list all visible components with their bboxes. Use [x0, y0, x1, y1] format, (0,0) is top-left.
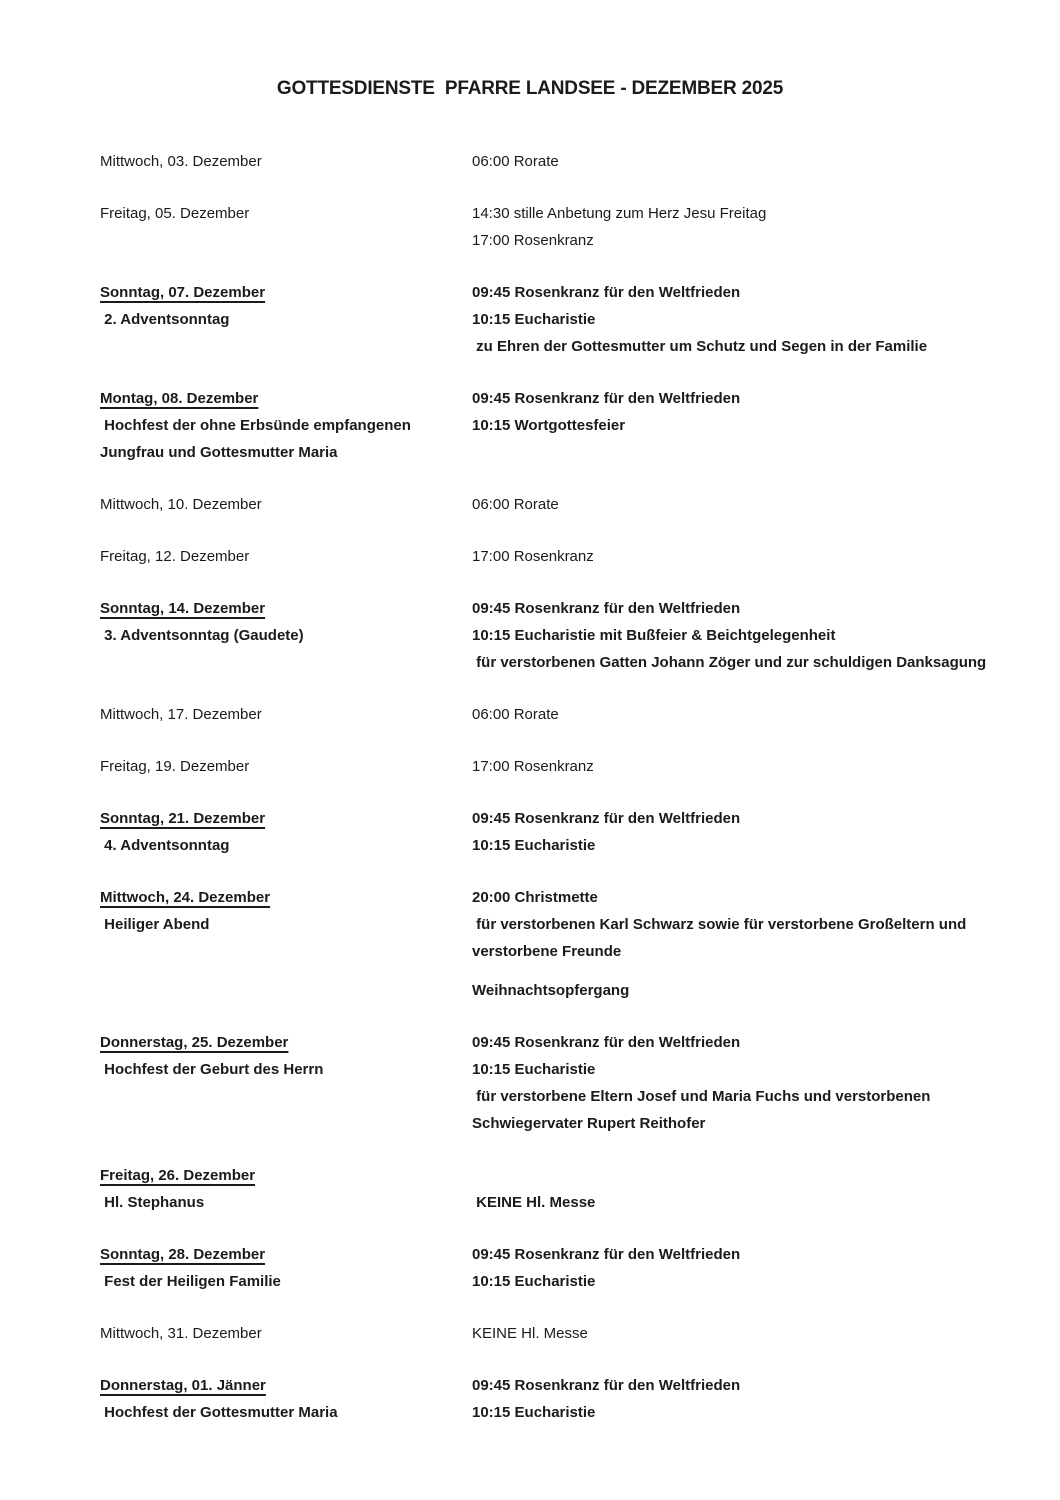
entry-date: Montag, 08. Dezember — [100, 390, 259, 407]
entry-date: Donnerstag, 01. Jänner — [100, 1377, 266, 1394]
entry-left-text: Heiliger Abend — [100, 916, 210, 933]
schedule-entry — [100, 200, 1060, 254]
entry-right-text: 10:15 Eucharistie — [472, 1404, 596, 1421]
page-title: GOTTESDIENSTE PFARRE LANDSEE - DEZEMBER 2025 — [276, 78, 784, 99]
entry-left-text — [100, 977, 472, 1004]
entry-right-text: zu Ehren der Gottesmutter um Schutz und Segen in der Familie — [472, 338, 928, 355]
entry-left-text: 2. Adventsonntag — [100, 311, 230, 328]
schedule-entry — [100, 1372, 1060, 1426]
schedule-entry — [100, 805, 1060, 859]
schedule-entry — [100, 1241, 1060, 1295]
entry-right-text: 09:45 Rosenkranz für den Weltfrieden — [472, 390, 741, 407]
entry-date: Mittwoch, 31. Dezember — [100, 1325, 262, 1342]
schedule-line — [100, 1029, 1060, 1056]
schedule-line — [100, 333, 1060, 360]
entry-right-text: KEINE Hl. Messe — [472, 1194, 596, 1211]
entry-date: Freitag, 12. Dezember — [100, 548, 250, 565]
schedule-entry — [100, 884, 1060, 1004]
entry-right-text: 10:15 Eucharistie — [472, 1061, 596, 1078]
schedule-line — [100, 1241, 1060, 1268]
schedule-entry — [100, 148, 1060, 175]
entry-date: Sonntag, 21. Dezember — [100, 810, 266, 827]
entry-right-text: 09:45 Rosenkranz für den Weltfrieden — [472, 1246, 741, 1263]
entry-left-text: Hochfest der Gottesmutter Maria — [100, 1404, 338, 1421]
entry-right-text: 09:45 Rosenkranz für den Weltfrieden — [472, 600, 741, 617]
entry-right-text: 09:45 Rosenkranz für den Weltfrieden — [472, 284, 741, 301]
schedule-line — [100, 1320, 1060, 1347]
schedule-line — [100, 491, 1060, 518]
entry-date: Mittwoch, 10. Dezember — [100, 496, 262, 513]
schedule-line — [100, 412, 1060, 439]
entry-left-text: 3. Adventsonntag (Gaudete) — [100, 627, 304, 644]
entry-left-text: Hl. Stephanus — [100, 1194, 205, 1211]
schedule-entry — [100, 385, 1060, 466]
entry-right-text: 10:15 Eucharistie — [472, 837, 596, 854]
entry-left-text — [100, 938, 472, 965]
entry-date: Freitag, 26. Dezember — [100, 1167, 256, 1184]
schedule-line — [100, 279, 1060, 306]
entry-right-text: 06:00 Rorate — [472, 153, 559, 170]
schedule-line — [100, 200, 1060, 227]
schedule-entry — [100, 1162, 1060, 1216]
entry-right-text: 20:00 Christmette — [472, 889, 598, 906]
entry-date: Freitag, 05. Dezember — [100, 205, 250, 222]
entry-right-text: 17:00 Rosenkranz — [472, 232, 594, 249]
entry-right-text: Weihnachtsopfergang — [472, 982, 630, 999]
entry-right-text: 17:00 Rosenkranz — [472, 548, 594, 565]
entry-right-text: für verstorbene Eltern Josef und Maria Fuchs und verstorbenen — [472, 1088, 931, 1105]
schedule-line — [100, 1399, 1060, 1426]
entry-left-text: 4. Adventsonntag — [100, 837, 230, 854]
schedule-line — [100, 832, 1060, 859]
entry-date: Mittwoch, 24. Dezember — [100, 889, 271, 906]
entry-right-text: für verstorbenen Karl Schwarz sowie für verstorbene Großeltern und — [472, 916, 967, 933]
entry-date: Sonntag, 28. Dezember — [100, 1246, 266, 1263]
entry-right-text: 09:45 Rosenkranz für den Weltfrieden — [472, 1377, 741, 1394]
schedule-line — [100, 148, 1060, 175]
schedule-entry — [100, 1029, 1060, 1137]
entry-right-text: 09:45 Rosenkranz für den Weltfrieden — [472, 1034, 741, 1051]
schedule-line — [100, 622, 1060, 649]
schedule-entry — [100, 753, 1060, 780]
entry-date: Sonntag, 07. Dezember — [100, 284, 266, 301]
schedule-line — [100, 753, 1060, 780]
entry-right-text: 06:00 Rorate — [472, 496, 559, 513]
schedule-entry — [100, 1320, 1060, 1347]
entry-right-text: 10:15 Eucharistie — [472, 1273, 596, 1290]
schedule-line — [100, 977, 1060, 1004]
schedule-line — [100, 439, 1060, 466]
schedule-line — [100, 1056, 1060, 1083]
entry-left-text — [100, 333, 472, 360]
entry-right-text — [472, 439, 1060, 466]
entry-right-text: 10:15 Eucharistie mit Bußfeier & Beichtgelegenheit — [472, 627, 836, 644]
entry-date: Mittwoch, 17. Dezember — [100, 706, 262, 723]
entry-date: Sonntag, 14. Dezember — [100, 600, 266, 617]
schedule-line — [100, 595, 1060, 622]
schedule-line — [100, 1083, 1060, 1110]
schedule-line — [100, 884, 1060, 911]
schedule — [100, 148, 1060, 1426]
schedule-line — [100, 701, 1060, 728]
schedule-line — [100, 543, 1060, 570]
entry-right-text: 10:15 Eucharistie — [472, 311, 596, 328]
entry-left-text: Hochfest der Geburt des Herrn — [100, 1061, 324, 1078]
entry-right-text: 10:15 Wortgottesfeier — [472, 417, 626, 434]
schedule-line — [100, 306, 1060, 333]
schedule-entry — [100, 491, 1060, 518]
schedule-line — [100, 911, 1060, 938]
schedule-line — [100, 1268, 1060, 1295]
entry-left-text — [100, 1083, 472, 1110]
entry-right-text: verstorbene Freunde — [472, 943, 622, 960]
entry-right-text: 06:00 Rorate — [472, 706, 559, 723]
entry-right-text: KEINE Hl. Messe — [472, 1325, 588, 1342]
schedule-entry — [100, 701, 1060, 728]
entry-date: Freitag, 19. Dezember — [100, 758, 250, 775]
entry-left-text — [100, 1110, 472, 1137]
entry-left-text — [100, 227, 472, 254]
schedule-line — [100, 938, 1060, 965]
entry-left-text: Jungfrau und Gottesmutter Maria — [100, 444, 338, 461]
schedule-entry — [100, 543, 1060, 570]
entry-right-text — [472, 1162, 1060, 1189]
entry-left-text: Hochfest der ohne Erbsünde empfangenen — [100, 417, 411, 434]
schedule-line — [100, 1162, 1060, 1189]
entry-right-text: 17:00 Rosenkranz — [472, 758, 594, 775]
schedule-entry — [100, 279, 1060, 360]
entry-date: Mittwoch, 03. Dezember — [100, 153, 262, 170]
entry-right-text: Schwiegervater Rupert Reithofer — [472, 1115, 706, 1132]
entry-right-text: für verstorbenen Gatten Johann Zöger und zur schuldigen Danksagung — [472, 654, 987, 671]
schedule-line — [100, 385, 1060, 412]
entry-date: Donnerstag, 25. Dezember — [100, 1034, 289, 1051]
schedule-line — [100, 227, 1060, 254]
schedule-entry — [100, 595, 1060, 676]
entry-right-text: 09:45 Rosenkranz für den Weltfrieden — [472, 810, 741, 827]
schedule-line — [100, 1110, 1060, 1137]
entry-left-text — [100, 649, 472, 676]
entry-left-text: Fest der Heiligen Familie — [100, 1273, 281, 1290]
entry-right-text: 14:30 stille Anbetung zum Herz Jesu Freitag — [472, 205, 767, 222]
schedule-line — [100, 805, 1060, 832]
schedule-line — [100, 649, 1060, 676]
schedule-line — [100, 1372, 1060, 1399]
schedule-line — [100, 1189, 1060, 1216]
